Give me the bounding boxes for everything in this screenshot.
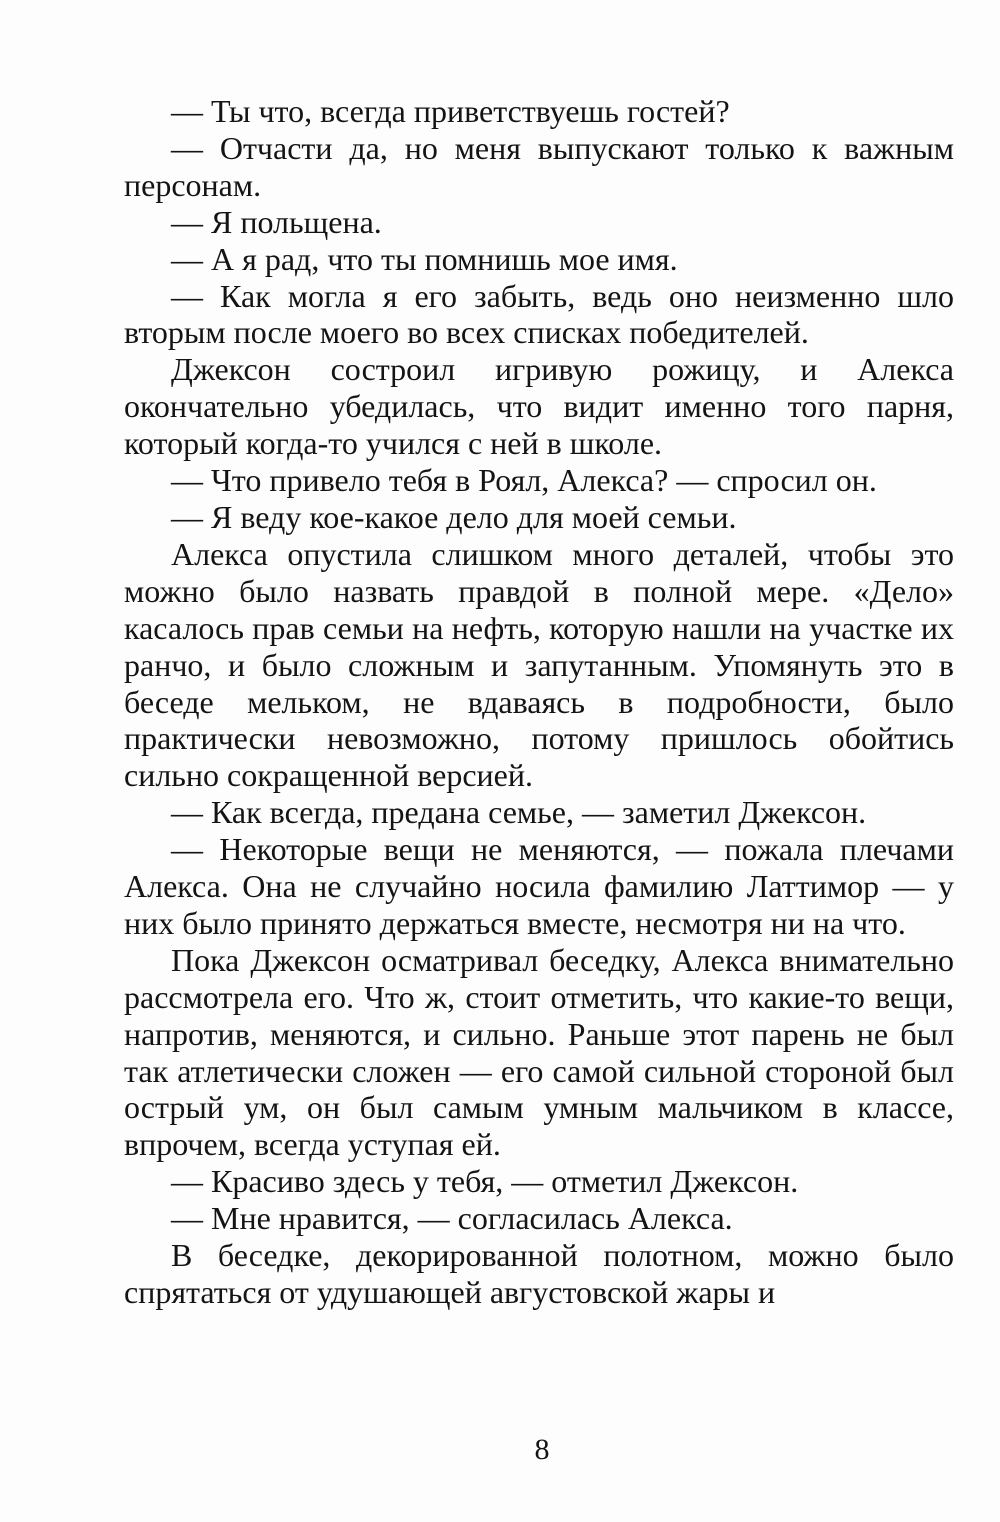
paragraph: — Красиво здесь у тебя, — отметил Джексон. <box>171 1163 799 1200</box>
paragraph: — Некоторые вещи не меняются, — пожала плечами Алекса. Она не случайно носила фамилию Латтимор — у них было принято держаться вместе, несмотря ни на что. <box>124 831 954 941</box>
paragraph: — Отчасти да, но меня выпускают только к важным персонам. <box>124 129 954 203</box>
paragraph: — Как всегда, предана семье, — заметил Джексон. <box>171 794 867 831</box>
paragraph: — Как могла я его забыть, ведь оно неизменно шло вторым после моего во всех списках победителей. <box>124 277 954 351</box>
paragraph: Алекса опустила слишком много деталей, чтобы это можно было назвать правдой в полной мере. «Дело» касалось прав семьи на нефть, которую нашли на участке их ранчо, и было сложным и запутанным. Упомянуть это в беседе мельком, не вдаваясь в подробности, было практически невозможно, потому пришлось обойтись сильно сокращенной версией. <box>124 535 954 794</box>
paragraph: — Мне нравится, — согласилась Алекса. <box>171 1200 733 1237</box>
paragraph: Джексон состроил игривую рожицу, и Алекса окончательно убедилась, что видит именно того парня, который когда-то учился с ней в школе. <box>124 351 954 462</box>
paragraph: Пока Джексон осматривал беседку, Алекса внимательно рассмотрела его. Что ж, стоит отметить, что какие-то вещи, напротив, меняются, и сильно. Раньше этот парень не был так атлетически сложен — его самой сильной стороной был острый ум, он был самым умным мальчиком в классе, впрочем, всегда уступая ей. <box>124 941 954 1163</box>
paragraph: — Ты что, всегда приветствуешь гостей? <box>171 93 730 129</box>
paragraph: — Я веду кое-какое дело для моей семьи. <box>171 498 737 535</box>
paragraph: — Что привело тебя в Роял, Алекса? — спросил он. <box>171 462 877 499</box>
page-text <box>124 93 954 1311</box>
paragraph: — А я рад, что ты помнишь мое имя. <box>171 240 678 277</box>
page-number: 8 <box>534 1433 550 1466</box>
paragraph: — Я польщена. <box>171 203 382 240</box>
paragraph: В беседке, декорированной полотном, можно было спрятаться от удушающей августовской жары и <box>124 1237 954 1310</box>
